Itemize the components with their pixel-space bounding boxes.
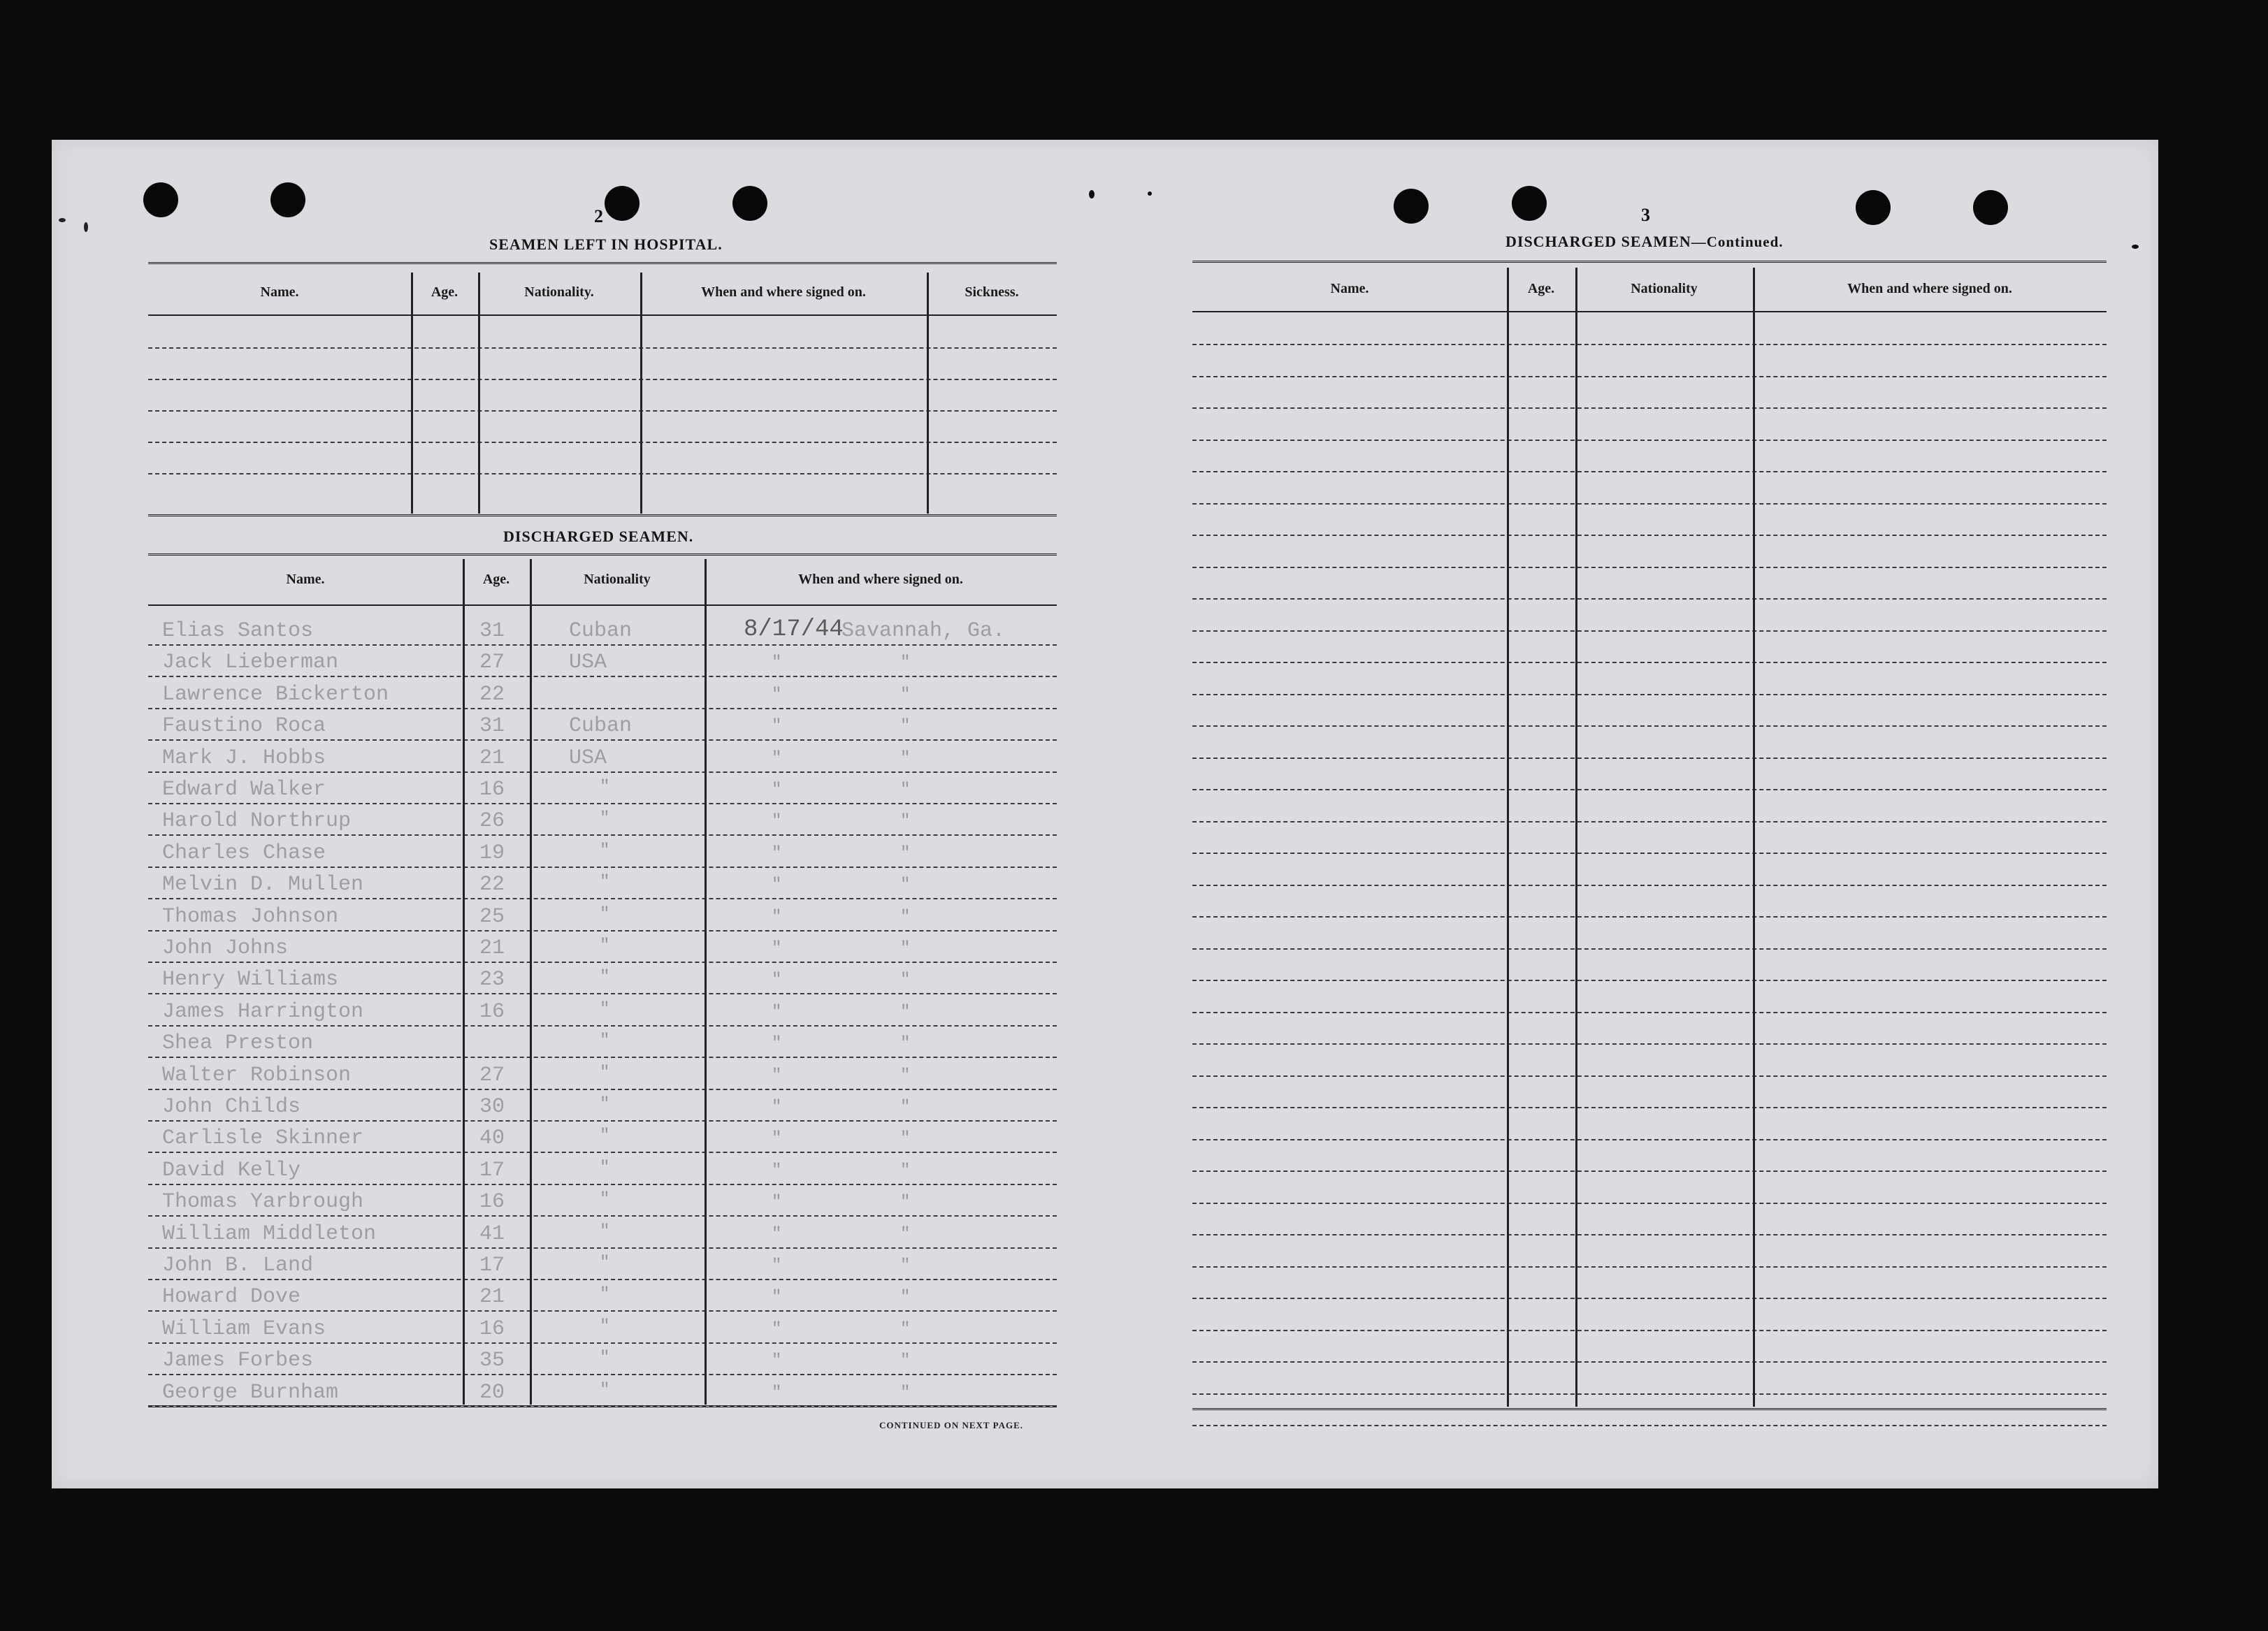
continued-row-line — [1192, 853, 2107, 854]
seaman-name: James Harrington — [162, 1000, 364, 1024]
seaman-nationality: " — [600, 1317, 610, 1336]
punch-hole — [143, 182, 178, 217]
seaman-signed-place: " — [900, 1098, 911, 1117]
continued-row-line — [1192, 1298, 2107, 1299]
seaman-signed-place: " — [900, 971, 911, 990]
seaman-age: 16 — [479, 1190, 505, 1214]
seaman-signed-date: " — [772, 717, 782, 736]
seaman-signed-date: " — [772, 844, 782, 863]
seaman-signed-place: " — [900, 1384, 911, 1402]
continued-row-line — [1192, 885, 2107, 886]
table-row-line — [148, 676, 1057, 677]
seaman-nationality: " — [600, 1126, 610, 1145]
seaman-name: William Evans — [162, 1317, 326, 1341]
punch-hole — [270, 182, 305, 217]
seaman-nationality: " — [600, 1254, 610, 1273]
seaman-signed-date: " — [772, 1225, 782, 1244]
discharged-header-rule — [148, 604, 1057, 606]
seaman-nationality: " — [600, 1222, 610, 1241]
seaman-age: 17 — [479, 1254, 505, 1277]
seaman-nationality: " — [600, 1095, 610, 1114]
seaman-signed-place: " — [900, 1256, 911, 1275]
hospital-row-line — [148, 379, 1057, 380]
seaman-age: 21 — [479, 1285, 505, 1309]
hospital-row-line — [148, 410, 1057, 412]
continued-col-divider — [1753, 268, 1755, 1407]
seaman-name: Jack Lieberman — [162, 651, 339, 674]
seaman-signed-place: " — [900, 844, 911, 863]
seaman-nationality: " — [600, 968, 610, 987]
seaman-age: 27 — [479, 1064, 505, 1087]
continued-col-divider — [1507, 268, 1509, 1407]
continued-row-line — [1192, 821, 2107, 822]
seaman-name: James Forbes — [162, 1349, 314, 1372]
seaman-age: 21 — [479, 936, 505, 960]
seaman-signed-place: " — [900, 876, 911, 894]
seaman-signed-date: 8/17/44 — [744, 616, 844, 643]
seaman-signed-place: " — [900, 812, 911, 831]
punch-hole — [1973, 190, 2008, 225]
seaman-name: John Childs — [162, 1095, 301, 1119]
hospital-section-title: SEAMEN LEFT IN HOSPITAL. — [489, 235, 723, 253]
continued-row-line — [1192, 694, 2107, 695]
seaman-nationality: Cuban — [569, 619, 633, 643]
discharged-continued-title-cont: —Continued. — [1691, 233, 1784, 250]
table-row-line — [148, 1152, 1057, 1153]
seaman-signed-place: " — [900, 653, 911, 672]
seaman-name: Lawrence Bickerton — [162, 683, 389, 706]
continued-row-line — [1192, 344, 2107, 345]
table-row-line — [148, 1215, 1057, 1217]
table-row-line — [148, 1089, 1057, 1090]
continued-row-line — [1192, 1266, 2107, 1268]
seaman-name: Walter Robinson — [162, 1064, 352, 1087]
seaman-age: 16 — [479, 1317, 505, 1341]
seaman-nationality: " — [600, 1285, 610, 1304]
discharged-bottom-rule — [148, 1405, 1057, 1409]
page-number-left: 2 — [594, 206, 603, 226]
seaman-name: George Burnham — [162, 1381, 339, 1405]
table-row-line — [148, 1310, 1057, 1312]
continued-row-line — [1192, 1170, 2107, 1172]
continued-row-line — [1192, 407, 2107, 409]
seaman-name: Shea Preston — [162, 1031, 314, 1055]
seaman-signed-date: " — [772, 971, 782, 990]
seaman-nationality: " — [600, 841, 610, 860]
seaman-signed-place: " — [900, 1351, 911, 1370]
seaman-name: Carlisle Skinner — [162, 1126, 364, 1150]
hospital-row-line — [148, 442, 1057, 443]
seaman-age: 26 — [479, 809, 505, 833]
hospital-col-age: Age. — [431, 284, 458, 300]
table-row-line — [148, 1025, 1057, 1027]
seaman-name: Howard Dove — [162, 1285, 301, 1309]
continued-row-line — [1192, 598, 2107, 600]
ink-speck — [2132, 245, 2139, 249]
seaman-age: 16 — [479, 778, 505, 802]
ink-speck — [1148, 191, 1152, 196]
continued-row-line — [1192, 1203, 2107, 1204]
seaman-signed-place: " — [900, 939, 911, 958]
discharged-section-title: DISCHARGED SEAMEN. — [503, 528, 694, 545]
table-row-line — [148, 1184, 1057, 1185]
hospital-row-line — [148, 473, 1057, 474]
discharged-col-signed-on: When and where signed on. — [798, 572, 963, 587]
seaman-signed-date: " — [772, 876, 782, 894]
seaman-signed-place: " — [900, 717, 911, 736]
continued-row-line — [1192, 503, 2107, 505]
seaman-name: Thomas Yarbrough — [162, 1190, 364, 1214]
table-row-line — [148, 993, 1057, 994]
continued-col-nationality: Nationality — [1631, 281, 1698, 296]
table-row-line — [148, 930, 1057, 932]
punch-hole — [1856, 190, 1891, 225]
seaman-age: 23 — [479, 968, 505, 992]
table-row-line — [148, 834, 1057, 836]
continued-row-line — [1192, 662, 2107, 663]
seaman-nationality: " — [600, 778, 610, 797]
seaman-signed-date: " — [772, 1161, 782, 1180]
table-row-line — [148, 898, 1057, 899]
seaman-nationality: " — [600, 1190, 610, 1209]
hospital-row-line — [148, 347, 1057, 349]
seaman-signed-date: " — [772, 1193, 782, 1212]
seaman-name: Faustino Roca — [162, 714, 326, 738]
seaman-name: Melvin D. Mullen — [162, 873, 364, 897]
seaman-signed-date: " — [772, 1351, 782, 1370]
seaman-age: 22 — [479, 683, 505, 706]
continued-col-signed-on: When and where signed on. — [1847, 281, 2012, 296]
page-number-right: 3 — [1641, 205, 1650, 225]
discharged-continued-title-main: DISCHARGED SEAMEN — [1505, 233, 1691, 250]
seaman-name: John Johns — [162, 936, 289, 960]
seaman-signed-place: " — [900, 781, 911, 799]
discharged-top-rule — [148, 553, 1057, 558]
table-row-line — [148, 1247, 1057, 1249]
seaman-name: Harold Northrup — [162, 809, 352, 833]
seaman-signed-date: " — [772, 1066, 782, 1085]
hospital-col-sickness: Sickness. — [965, 284, 1019, 300]
seaman-nationality: " — [600, 1031, 610, 1050]
table-row-line — [148, 739, 1057, 741]
hospital-top-rule — [148, 262, 1057, 266]
seaman-age: 40 — [479, 1126, 505, 1150]
seaman-age: 31 — [479, 714, 505, 738]
seaman-age: 22 — [479, 873, 505, 897]
seaman-signed-date: " — [772, 1034, 782, 1053]
seaman-signed-place: " — [900, 1003, 911, 1022]
table-row-line — [148, 644, 1057, 646]
seaman-nationality: " — [600, 1381, 610, 1400]
seaman-nationality: " — [600, 809, 610, 828]
table-row-line — [148, 1057, 1057, 1058]
seaman-signed-date: " — [772, 781, 782, 799]
seaman-age: 21 — [479, 746, 505, 770]
seaman-name: Charles Chase — [162, 841, 326, 865]
seaman-name: Henry Williams — [162, 968, 339, 992]
seaman-name: Thomas Johnson — [162, 905, 339, 929]
seaman-signed-date: " — [772, 1129, 782, 1148]
seaman-signed-place: " — [900, 908, 911, 927]
hospital-header-rule — [148, 314, 1057, 316]
seaman-signed-date: " — [772, 939, 782, 958]
seaman-signed-place: " — [900, 1066, 911, 1085]
seaman-signed-place: " — [900, 1161, 911, 1180]
seaman-name: Elias Santos — [162, 619, 314, 643]
table-row-line — [148, 1120, 1057, 1122]
table-row-line — [148, 1374, 1057, 1375]
table-row-line — [148, 803, 1057, 804]
seaman-age: 41 — [479, 1222, 505, 1246]
continued-row-line — [1192, 980, 2107, 981]
seaman-signed-date: " — [772, 812, 782, 831]
seaman-signed-place: " — [900, 1129, 911, 1148]
continued-row-line — [1192, 471, 2107, 472]
seaman-signed-place: " — [900, 1288, 911, 1307]
seaman-signed-place: " — [900, 1320, 911, 1339]
edge-speck — [84, 222, 88, 232]
seaman-age: 20 — [479, 1381, 505, 1405]
continued-row-line — [1192, 1139, 2107, 1140]
seaman-signed-date: " — [772, 1003, 782, 1022]
seaman-nationality: " — [600, 1159, 610, 1177]
continued-row-line — [1192, 1393, 2107, 1395]
continued-row-line — [1192, 535, 2107, 536]
hospital-col-divider — [927, 273, 929, 514]
continued-row-line — [1192, 1330, 2107, 1331]
seaman-name: Mark J. Hobbs — [162, 746, 326, 770]
continued-row-line — [1192, 1012, 2107, 1013]
seaman-nationality: " — [600, 905, 610, 924]
seaman-nationality: Cuban — [569, 714, 633, 738]
table-row-line — [148, 867, 1057, 868]
continued-row-line — [1192, 1234, 2107, 1235]
discharged-col-divider — [530, 559, 532, 1405]
seaman-name: John B. Land — [162, 1254, 314, 1277]
seaman-signed-place: Savannah, Ga. — [842, 619, 1006, 643]
seaman-nationality: USA — [569, 746, 607, 770]
continued-row-line — [1192, 567, 2107, 568]
seaman-signed-place: " — [900, 749, 911, 768]
table-row-line — [148, 708, 1057, 709]
seaman-name: Edward Walker — [162, 778, 326, 802]
hospital-col-divider — [640, 273, 642, 514]
continued-row-line — [1192, 789, 2107, 790]
table-row-line — [148, 962, 1057, 963]
seaman-signed-place: " — [900, 686, 911, 704]
punch-hole — [605, 186, 640, 221]
punch-hole — [732, 186, 767, 221]
seaman-signed-date: " — [772, 1320, 782, 1339]
seaman-signed-place: " — [900, 1225, 911, 1244]
seaman-nationality: " — [600, 1000, 610, 1019]
ink-speck — [1089, 190, 1095, 198]
hospital-bottom-rule — [148, 514, 1057, 519]
hospital-col-nationality: Nationality. — [524, 284, 594, 300]
continued-row-line — [1192, 1361, 2107, 1363]
seaman-nationality: " — [600, 1064, 610, 1082]
hospital-col-divider — [478, 273, 480, 514]
seaman-age: 35 — [479, 1349, 505, 1372]
continued-row-line — [1192, 725, 2107, 727]
hospital-col-divider — [411, 273, 413, 514]
seaman-signed-date: " — [772, 686, 782, 704]
continued-header-rule — [1192, 311, 2107, 312]
seaman-name: David Kelly — [162, 1159, 301, 1182]
continued-note: CONTINUED ON NEXT PAGE. — [879, 1420, 1023, 1430]
continued-row-line — [1192, 376, 2107, 377]
continued-row-line — [1192, 1075, 2107, 1077]
continued-row-line — [1192, 440, 2107, 441]
hospital-col-signed-on: When and where signed on. — [701, 284, 866, 300]
continued-row-line — [1192, 1107, 2107, 1108]
seaman-nationality: " — [600, 873, 610, 892]
seaman-age: 25 — [479, 905, 505, 929]
seaman-signed-date: " — [772, 749, 782, 768]
edge-speck — [59, 218, 66, 222]
seaman-nationality: USA — [569, 651, 607, 674]
punch-hole — [1394, 189, 1429, 224]
hospital-col-name: Name. — [260, 284, 299, 300]
continued-row-line — [1192, 916, 2107, 918]
seaman-signed-date: " — [772, 908, 782, 927]
seaman-age: 19 — [479, 841, 505, 865]
table-row-line — [148, 771, 1057, 773]
seaman-age: 31 — [479, 619, 505, 643]
seaman-age: 16 — [479, 1000, 505, 1024]
seaman-signed-date: " — [772, 1098, 782, 1117]
continued-col-divider — [1575, 268, 1577, 1407]
continued-row-line — [1192, 1425, 2107, 1426]
continued-row-line — [1192, 630, 2107, 632]
discharged-col-age: Age. — [482, 572, 510, 587]
continued-row-line — [1192, 948, 2107, 950]
seaman-signed-place: " — [900, 1034, 911, 1053]
seaman-signed-date: " — [772, 1256, 782, 1275]
seaman-signed-place: " — [900, 1193, 911, 1212]
seaman-age: 17 — [479, 1159, 505, 1182]
continued-row-line — [1192, 757, 2107, 759]
seaman-name: William Middleton — [162, 1222, 377, 1246]
discharged-col-divider — [463, 559, 465, 1405]
seaman-signed-date: " — [772, 1288, 782, 1307]
continued-row-line — [1192, 1043, 2107, 1045]
document-sheet — [52, 140, 2158, 1488]
seaman-nationality: " — [600, 1349, 610, 1368]
discharged-col-divider — [705, 559, 707, 1405]
seaman-signed-date: " — [772, 653, 782, 672]
continued-col-age: Age. — [1527, 281, 1555, 296]
continued-col-name: Name. — [1330, 281, 1369, 296]
continued-bottom-rule — [1192, 1408, 2107, 1412]
table-row-line — [148, 1342, 1057, 1344]
discharged-col-nationality: Nationality — [584, 572, 651, 587]
discharged-continued-title — [1505, 233, 1784, 251]
seaman-age: 30 — [479, 1095, 505, 1119]
seaman-age: 27 — [479, 651, 505, 674]
seaman-signed-date: " — [772, 1384, 782, 1402]
seaman-nationality: " — [600, 936, 610, 955]
table-row-line — [148, 1279, 1057, 1280]
discharged-col-name: Name. — [286, 572, 325, 587]
punch-hole — [1512, 186, 1547, 221]
continued-top-rule — [1192, 261, 2107, 265]
